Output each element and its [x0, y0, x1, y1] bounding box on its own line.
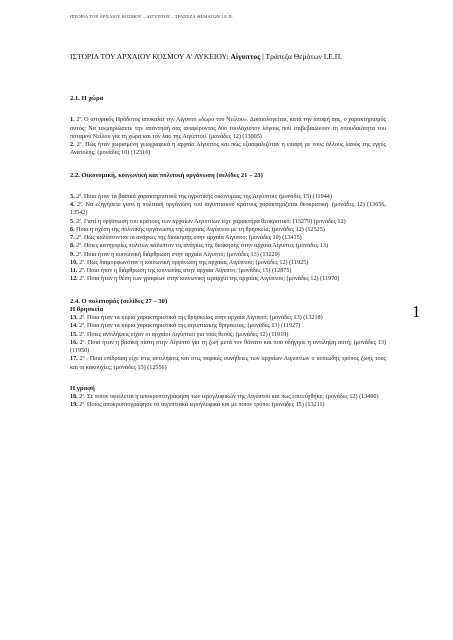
question-text: 2ª. Ποια ήταν η διάρθρωση της κοινωνίας στην αρχαία Αίγυπτο; (μονάδες 15) (12875) [77, 268, 292, 274]
question-item [70, 393, 386, 401]
question-item [70, 259, 386, 267]
question-number: 18. [70, 394, 78, 400]
question-text: 2ª. Γιατί η οργάνωση του κράτους των αρχαίων Αιγυπτίων είχε χαρακτήρα θεοκρατικό; (13279) (μονάδες 12) [74, 218, 346, 225]
question-number: 4. [70, 202, 75, 208]
question-text: Ποια η σχέση της πολιτικής οργάνωσης της αρχαίας Αιγύπτου με τη θρησκεία; (μονάδες 12) (12525) [74, 226, 325, 233]
question-number: 6. [70, 226, 75, 233]
question-number: 8. [70, 243, 75, 250]
question-text: 2ª. Να εξηγήσετε γιατί η πολιτική οργάνωση του αιγυπτιακού κράτους χαρακτηρίζεται θεοκρατική. (μονάδες 12) (13656, 13542) [70, 202, 386, 217]
question-item [70, 339, 386, 356]
title-main: ΙΣΤΟΡΙΑ ΤΟΥ ΑΡΧΑΙΟΥ ΚΟΣΜΟΥ Α' ΛΥΚΕΙΟΥ: [70, 52, 231, 61]
question-item [70, 251, 386, 259]
subsection-heading: Η γραφή [70, 384, 95, 392]
question-text: 2ª. Ποιες κατηγορίες πολιτών κάλυπταν τις ανάγκες της διοίκησης στην αρχαία Αίγυπτο; (μονάδες 13) [74, 243, 329, 250]
question-number: 19. [70, 402, 78, 409]
question-text: 2ª. Σε ποιον οφείλεται η αποκρυπτογράφηση των ιερογλυφικών της Αιγύπτου και πως επιτεύχθηκε; (μονάδες 12) (13490) [77, 394, 379, 400]
question-number: 15. [70, 331, 78, 338]
question-item [70, 314, 386, 322]
question-text: 2ª. Πώς ήταν χωρισμένη γεωγραφικά η αρχαία Αίγυπτος και πώς εξασφαλιζόταν η επαφή με τους άλλους λαούς της εγγύς Ανατολής; (μονάδες 10) (12316) [70, 142, 386, 157]
section-heading: 2.1. Η χώρα [70, 95, 104, 102]
question-text: 2ª. Ποια ήταν η βασική πίστη στην Αίγυπτο για τη ζωή μετά τον θάνατο και που οδήγησε η αντίληψη αυτή; (μονάδες 13) (11950) [70, 339, 386, 354]
question-item [70, 201, 386, 218]
question-number: 12. [70, 276, 78, 283]
title-rest: | Τράπεζα Θεμάτων Ι.Ε.Π. [260, 52, 343, 61]
question-text: 2ª. Ποια ήταν τα κύρια χαρακτηριστικά της αιγυπτιακής θρησκείας; (μονάδες 13) (11927) [77, 323, 301, 330]
question-number: 16. [70, 339, 78, 346]
question-text: 2ª. Ο ιστορικός Ηρόδοτος αποκαλεί την Αίγυπτο «δώρο του Νείλου». Δικαιολογείται, κατά την άποψή σας, ο χαρακτηρισμός αυτός; Να τεκμηριώσετε την απάντησή σας αναφέροντας δύο τουλάχιστον λόγους που επιβεβαιώνουν τη σπουδαιότητα του ποταμού Νείλου για τη χώρα και τον λαό της Αιγύπτου. (μονάδες 12) (13005) [70, 117, 386, 140]
running-header: ΙΣΤΟΡΙΑ ΤΟΥ ΑΡΧΑΙΟΥ ΚΟΣΜΟΥ – ΑΙΓΥΠΤΟΣ – ΤΡΑΠΕΖΑ ΘΕΜΑΤΩΝ Ι.Ε.Π. [70, 14, 234, 19]
document-body [70, 95, 386, 410]
question-text: 2ª. Ποια ήταν η θέση των γραφέων στην κοινωνική ιεραρχία της αρχαίας Αιγύπτου; (μονάδες 12) (11970) [77, 276, 340, 283]
question-item [70, 218, 386, 226]
question-item [70, 226, 386, 234]
question-text: 2ª. Πώς καλύπτονταν οι ανάγκες της διοίκησης στην αρχαία Αίγυπτο; (μονάδες 10) (13415) [74, 235, 302, 241]
question-number: 7. [70, 235, 75, 241]
question-number: 5. [70, 218, 75, 225]
question-number: 13. [70, 315, 78, 321]
section-heading: 2.4. Ο πολιτισμός (σελίδες 27 – 30) [70, 297, 168, 305]
page-number: 1 [412, 302, 421, 321]
question-item [70, 322, 386, 330]
subsection-heading: Η θρησκεία [70, 305, 104, 313]
question-item [70, 355, 386, 372]
question-item [70, 401, 386, 409]
question-text: 2ª . Ποια επίδραση είχε στις αντιλήψεις και στις ταφικές συνήθειες των αρχαίων Αιγυπτίων ο κοπιώδης τρόπος ζωής τους και οι κακουχίες; (μονάδες 13) (12556) [70, 356, 386, 371]
document-title [70, 52, 390, 61]
question-number: 9. [70, 251, 75, 258]
question-item [70, 267, 386, 275]
question-number: 10. [70, 259, 78, 266]
question-text: 2ª. Ποιος αποκρυπτογράφησε τα αιγυπτιακά ιερογλυφικά και με ποιον τρόπο; (μονάδες 15) (13211) [77, 402, 325, 409]
question-item [70, 141, 386, 158]
question-text: 2ª. Ποια ήταν τα κύρια χαρακτηριστικά της θρησκείας στην αρχαία Αίγυπτο; (μονάδες 13) (13218) [77, 315, 323, 321]
question-item [70, 275, 386, 283]
question-item [70, 331, 386, 339]
question-text: 2ª. Ποια ήταν τα βασικά χαρακτηριστικά της αγροτικής οικονομίας της Αιγύπτου; (μονάδες 15) (11944) [74, 193, 332, 200]
question-text: 2ª. Ποια ήταν η κοινωνική διάρθρωση στην αρχαία Αίγυπτο; (μονάδες 13) (13229) [74, 251, 280, 258]
question-item [70, 193, 386, 201]
question-number: 17. [70, 356, 78, 363]
question-text: 2ª. Πως διαμορφωνόταν η κοινωνική οργάνωση της αρχαίας Αιγύπτου; (μονάδες 12) (11925) [77, 259, 309, 266]
question-number: 2. [70, 142, 75, 148]
question-item [70, 116, 386, 141]
question-item [70, 234, 386, 242]
question-item [70, 242, 386, 250]
title-topic: Αίγυπτος [230, 52, 261, 61]
question-number: 11. [70, 268, 78, 274]
question-number: 14. [70, 323, 78, 330]
question-number: 3. [70, 193, 75, 200]
section-heading: 2.2. Οικονομική, κοινωνική και πολιτική οργάνωση (σελίδες 21 – 23) [70, 171, 263, 179]
question-text: 2ª. Ποιες αντιλήψεις είχαν οι αρχαίοι Αιγύπτιοι για τους θεούς; (μονάδες 12) (11919) [77, 331, 289, 338]
question-number: 1. [70, 117, 75, 124]
